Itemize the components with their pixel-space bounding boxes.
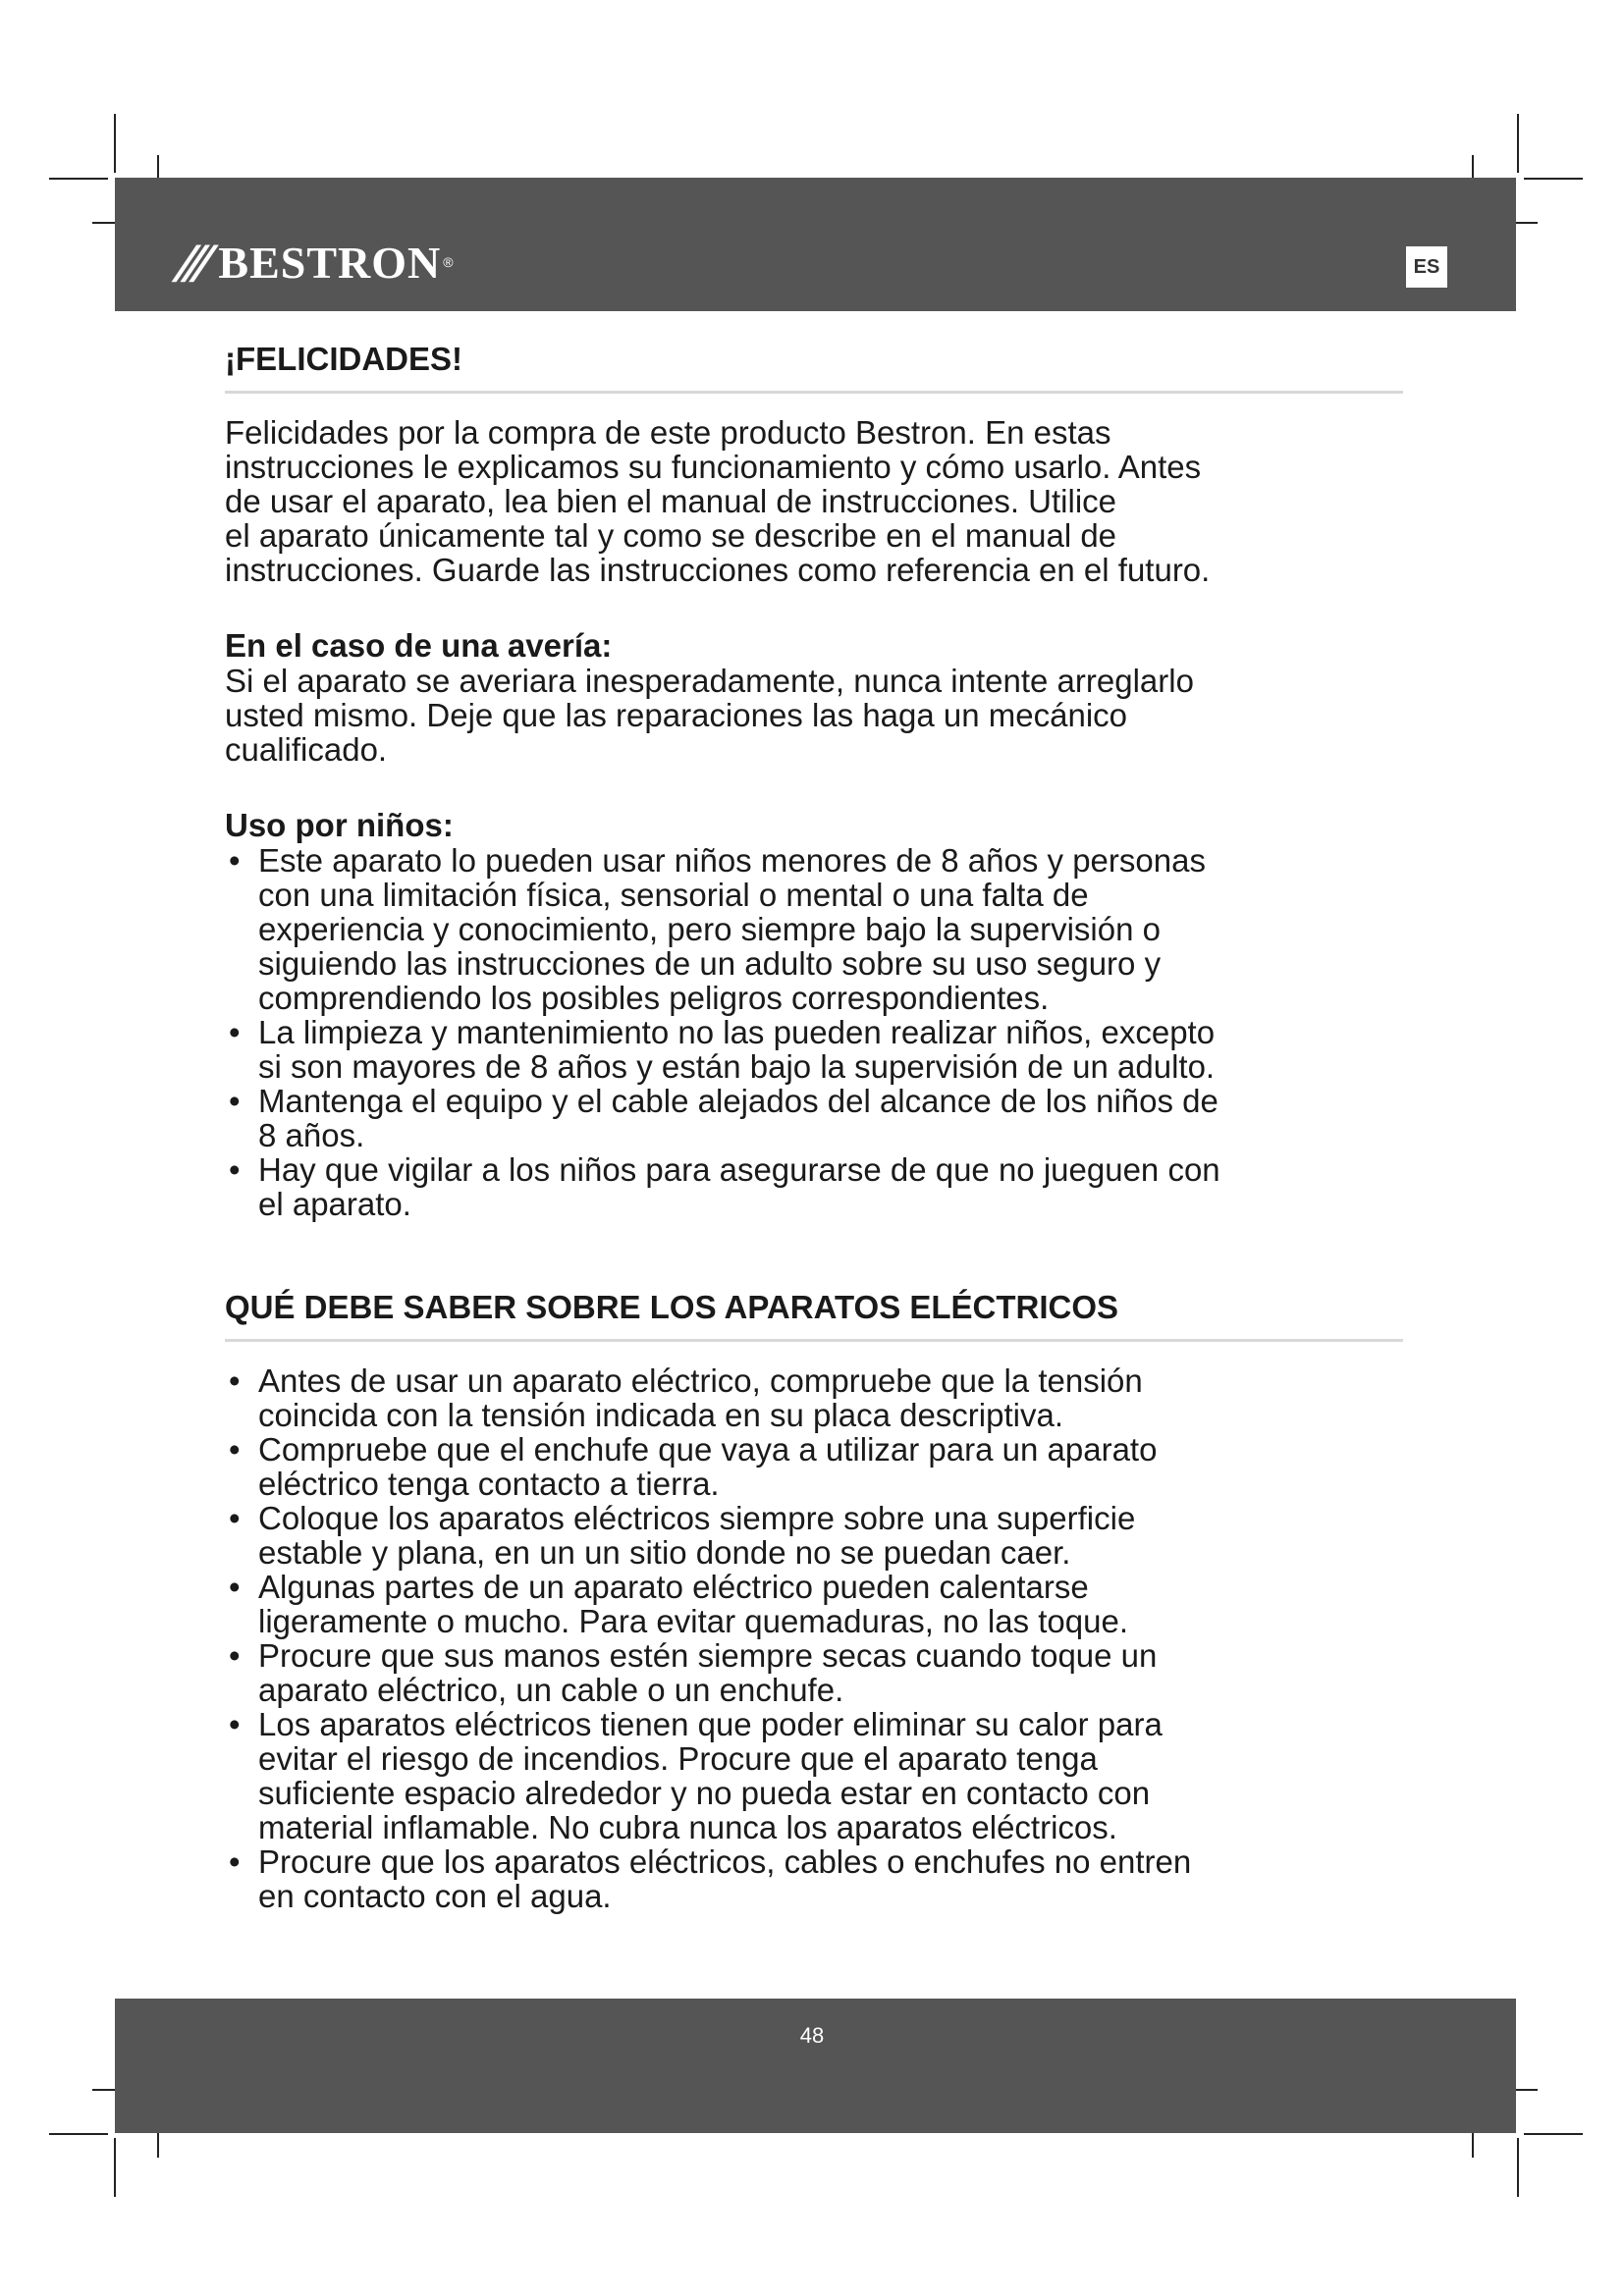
bullet-icon: •: [229, 1014, 241, 1050]
crop-mark: [49, 2133, 108, 2135]
bullet-icon: •: [229, 1706, 241, 1742]
section-divider: [225, 1339, 1403, 1342]
list-item-text: Procure que los aparatos eléctricos, cables o enchufes no entren en contacto con el agua.: [258, 1843, 1192, 1914]
electrical-section: [225, 1284, 1403, 1913]
electrical-list: [225, 1363, 1403, 1913]
list-item-text: Hay que vigilar a los niños para asegurarse de que no jueguen con el aparato.: [258, 1151, 1220, 1222]
list-item: [225, 1501, 1403, 1570]
list-item-text: Antes de usar un aparato eléctrico, compruebe que la tensión coincida con la tensión indicada en su placa descriptiva.: [258, 1362, 1143, 1433]
list-item: [225, 1638, 1403, 1707]
list-item-text: La limpieza y mantenimiento no las pueden realizar niños, excepto si son mayores de 8 años y están bajo la supervisión de un adulto.: [258, 1014, 1216, 1085]
crop-mark: [114, 114, 116, 173]
list-item: [225, 1570, 1403, 1638]
bullet-icon: •: [229, 1569, 241, 1605]
children-heading: Uso por niños:: [225, 807, 454, 843]
section-title-congratulations: ¡FELICIDADES!: [225, 341, 462, 377]
section-title-electrical: QUÉ DEBE SABER SOBRE LOS APARATOS ELÉCTRICOS: [225, 1289, 1119, 1325]
bullet-icon: •: [229, 1431, 241, 1468]
breakdown-heading: En el caso de una avería:: [225, 627, 613, 664]
bullet-icon: •: [229, 1083, 241, 1119]
list-item: [225, 1707, 1403, 1844]
crop-mark: [1524, 178, 1583, 180]
crop-mark: [114, 2138, 116, 2197]
list-item: [225, 1084, 1403, 1152]
brand-logo: [169, 236, 454, 289]
intro-paragraph: Felicidades por la compra de este producto Bestron. En estas instrucciones le explicamos su funcionamiento y cómo usarlo. Antes de usar el aparato, lea bien el manual de instrucciones. Utilice el aparato únicamente tal y como se describe en el manual de instrucciones. Guarde las instrucciones como referencia en el futuro.: [225, 414, 1211, 588]
brand-chevrons-icon: ///: [169, 236, 215, 289]
children-list: [225, 843, 1403, 1221]
section-divider: [225, 391, 1403, 394]
list-item: [225, 1363, 1403, 1432]
list-item-text: Compruebe que el enchufe que vaya a utilizar para un aparato eléctrico tenga contacto a tierra.: [258, 1431, 1158, 1502]
list-item: [225, 843, 1403, 1015]
list-item-text: Procure que sus manos estén siempre secas cuando toque un aparato eléctrico, un cable o un enchufe.: [258, 1637, 1158, 1708]
footer-band: [115, 1999, 1516, 2133]
list-item: [225, 1432, 1403, 1501]
registered-mark: ®: [443, 254, 454, 270]
list-item: [225, 1152, 1403, 1221]
bullet-icon: •: [229, 842, 241, 879]
list-item-text: Mantenga el equipo y el cable alejados del alcance de los niños de 8 años.: [258, 1083, 1218, 1153]
language-badge: ES: [1406, 246, 1447, 288]
list-item: [225, 1844, 1403, 1913]
list-item-text: Los aparatos eléctricos tienen que poder eliminar su calor para evitar el riesgo de incendios. Procure que el aparato tenga suficiente espacio alrededor y no pueda estar en contacto con material inflamable. No cubra nunca los aparatos eléctricos.: [258, 1706, 1163, 1845]
list-item-text: Este aparato lo pueden usar niños menores de 8 años y personas con una limitación física, sensorial o mental o una falta de experiencia y conocimiento, pero siempre bajo la supervisión o siguiendo las instrucciones de un adulto sobre su uso seguro y comprendiendo los posibles peligros correspondientes.: [258, 842, 1206, 1016]
crop-mark: [1517, 2138, 1519, 2197]
page-content: [225, 336, 1403, 1913]
brand-wordmark: BESTRON: [218, 237, 442, 288]
list-item-text: Algunas partes de un aparato eléctrico pueden calentarse ligeramente o mucho. Para evitar quemaduras, no las toque.: [258, 1569, 1129, 1639]
list-item: [225, 1015, 1403, 1084]
bullet-icon: •: [229, 1362, 241, 1399]
list-item-text: Coloque los aparatos eléctricos siempre sobre una superficie estable y plana, en un un sitio donde no se puedan caer.: [258, 1500, 1136, 1571]
page-number: 48: [799, 2023, 825, 2048]
bullet-icon: •: [229, 1637, 241, 1674]
crop-mark: [49, 178, 108, 180]
breakdown-paragraph: Si el aparato se averiara inesperadamente, nunca intente arreglarlo usted mismo. Deje que las reparaciones las haga un mecánico cualificado.: [225, 663, 1194, 768]
crop-mark: [1524, 2133, 1583, 2135]
bullet-icon: •: [229, 1500, 241, 1536]
bullet-icon: •: [229, 1151, 241, 1188]
bullet-icon: •: [229, 1843, 241, 1880]
crop-mark: [1517, 114, 1519, 173]
